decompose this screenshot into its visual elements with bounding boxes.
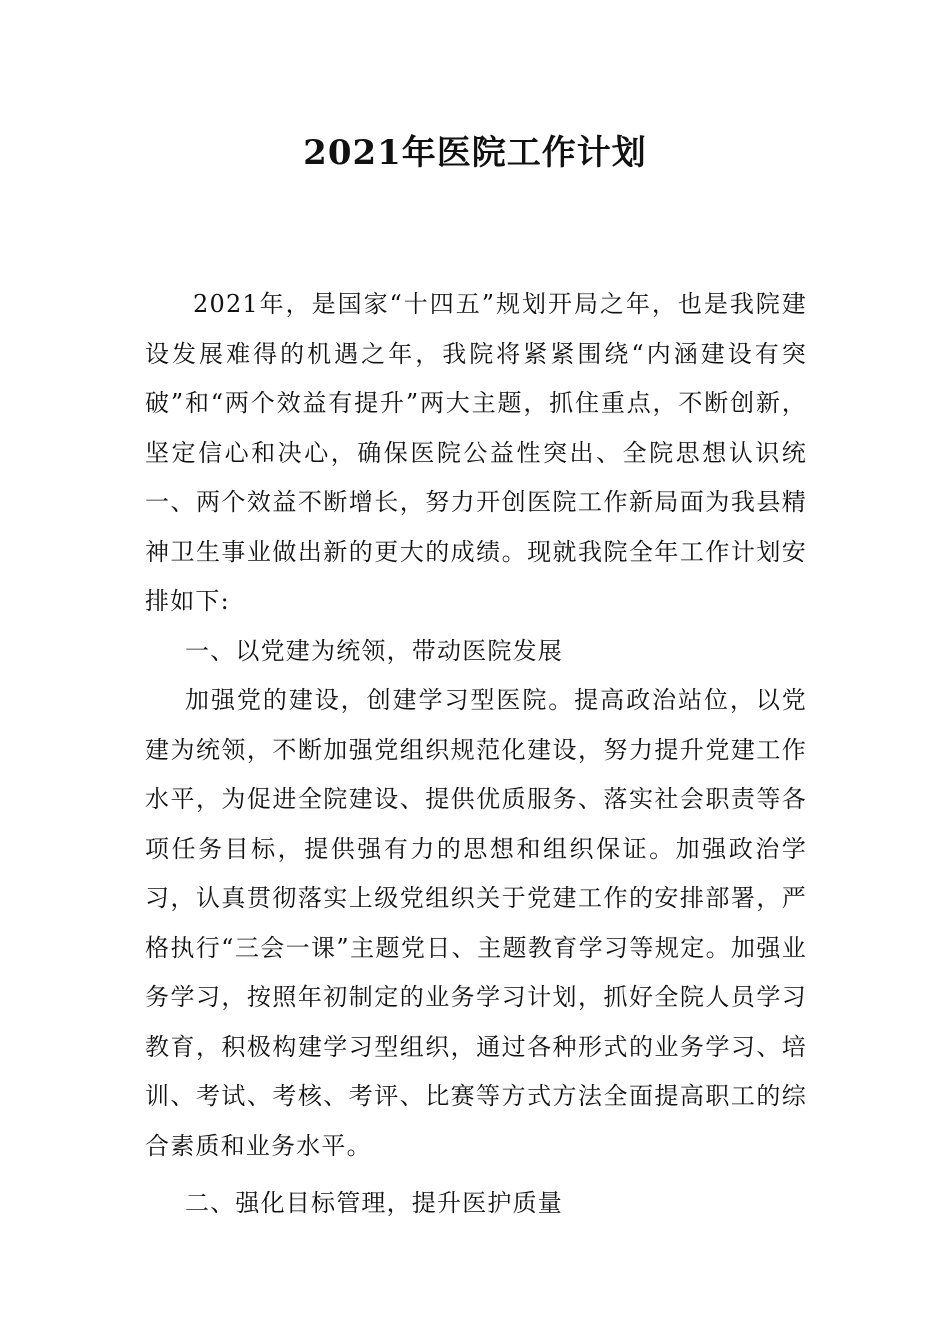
document-title: 2021年医院工作计划 bbox=[303, 133, 647, 173]
document-body bbox=[145, 280, 807, 1229]
section-1-paragraph: 加强党的建设，创建学习型医院。提高政治站位，以党建为统领，不断加强党组织规范化建设，努力提升党建工作水平，为促进全院建设、提供优质服务、落实社会职责等各项任务目标，提供强有力的思想和组织保证。加强政治学习，认真贯彻落实上级党组织关于党建工作的安排部署，严格执行“三会一课”主题党日、主题教育学习等规定。加强业务学习，按照年初制定的业务学习计划，抓好全院人员学习教育，积极构建学习型组织，通过各种形式的业务学习、培训、考试、考核、考评、比赛等方式方法全面提高职工的综合素质和业务水平。 bbox=[145, 686, 807, 1160]
section-heading-1: 一、以党建为统领，带动医院发展 bbox=[185, 636, 563, 665]
intro-paragraph: 2021年，是国家“十四五”规划开局之年，也是我院建设发展难得的机遇之年，我院将紧紧围绕“内涵建设有突破”和“两个效益有提升”两大主题，抓住重点，不断创新，坚定信心和决心，确保医院公益性突出、全院思想认识统一、两个效益不断增长，努力开创医院工作新局面为我县精神卫生事业做出新的更大的成绩。现就我院全年工作计划安排如下: bbox=[145, 290, 807, 615]
spacer bbox=[145, 1171, 807, 1179]
section-heading-2: 二、强化目标管理，提升医护质量 bbox=[185, 1189, 563, 1217]
